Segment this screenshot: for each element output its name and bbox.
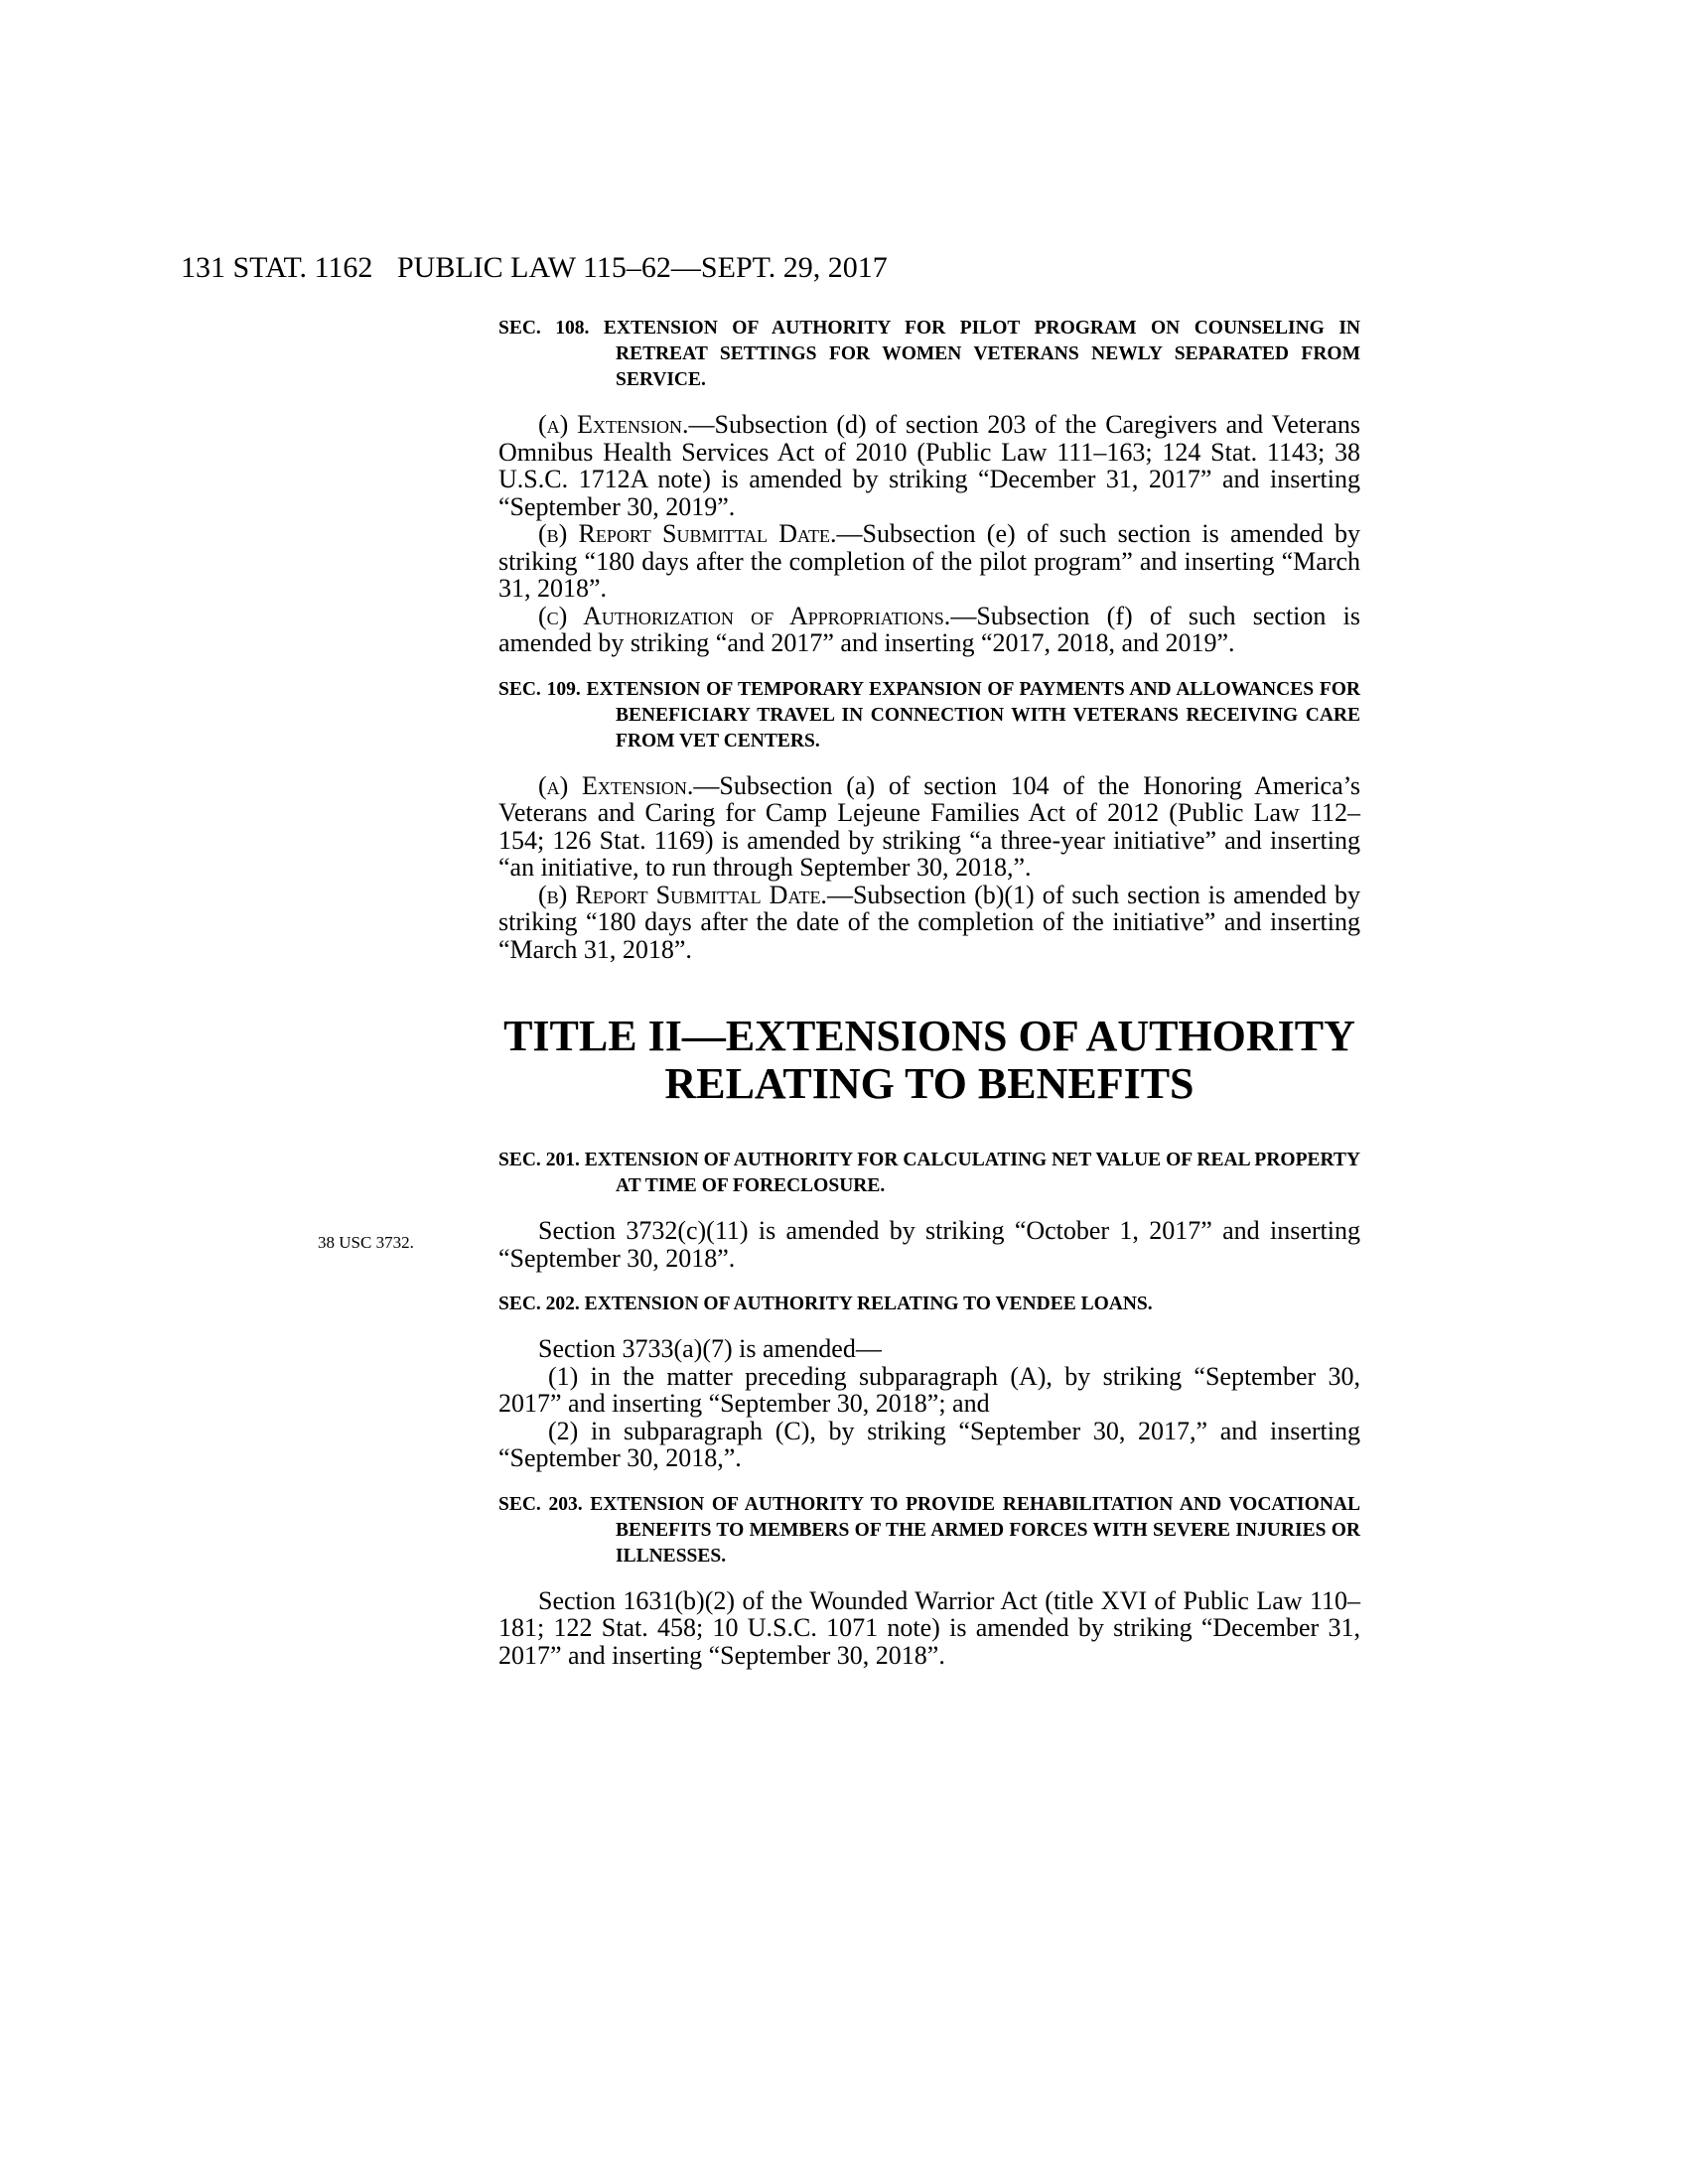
title-line-1: TITLE II—EXTENSIONS OF AUTHORITY — [503, 1012, 1355, 1060]
section-203-text: Section 1631(b)(2) of the Wounded Warrior Act (title XVI of Public Law 110–181; 122 Stat. 458; 10 U.S.C. 1071 note) is amended by striking “December 31, 2017” and inserting “September 30, 2018”. — [498, 1585, 1360, 1670]
section-202-item-2: (2) in subparagraph (C), by striking “September 30, 2017,” and inserting “September 30, 2018,”. — [498, 1416, 1360, 1472]
section-108-subsection-a — [498, 411, 1360, 520]
section-108-heading: SEC. 108. EXTENSION OF AUTHORITY FOR PILOT PROGRAM ON COUNSELING IN RETREAT SETTINGS FOR WOMEN VETERANS NEWLY SEPARATED FROM SERVICE. — [498, 318, 1360, 390]
subsection-text: —Subsection (a) of section 104 of the Honoring America’s Veterans and Caring for Camp Lejeune Families Act of 2012 (Public Law 112–154; 126 Stat. 1169) is amended by striking “a three-year initiative” and inserting “an initiative, to run through September 30, 2018,”. — [498, 770, 1360, 882]
margin-note-usc: 38 USC 3732. — [318, 1233, 414, 1252]
subsection-text: —Subsection (b)(1) of such section is amended by striking “180 days after the date of the completion of the initiative” and inserting “March 31, 2018”. — [498, 880, 1360, 964]
main-text-column — [498, 316, 1360, 1669]
subsection-label: (c) Authorization of Appropriations. — [538, 601, 951, 630]
section-202-item-1: (1) in the matter preceding subparagraph (A), by striking “September 30, 2017” and inserting “September 30, 2018”; and — [498, 1361, 1360, 1418]
title-line-2: RELATING TO BENEFITS — [664, 1059, 1195, 1108]
section-201-text: Section 3732(c)(11) is amended by striking “October 1, 2017” and inserting “September 30, 2018”. — [498, 1216, 1360, 1273]
title-ii-heading — [498, 1013, 1360, 1108]
statute-page-number: 131 STAT. 1162 — [181, 251, 373, 284]
subsection-label: (a) Extension. — [538, 770, 694, 800]
section-203-heading: SEC. 203. EXTENSION OF AUTHORITY TO PROVIDE REHABILITATION AND VOCATIONAL BENEFITS TO MEMBERS OF THE ARMED FORCES WITH SEVERE INJURIES OR ILLNESSES. — [498, 1493, 1360, 1567]
subsection-label: (b) Report Submittal Date. — [538, 880, 827, 909]
section-108-subsection-b — [498, 520, 1360, 603]
subsection-label: (a) Extension. — [538, 410, 689, 439]
section-109-subsection-b — [498, 882, 1360, 964]
section-202-lead: Section 3733(a)(7) is amended— — [538, 1334, 882, 1363]
section-201-heading: SEC. 201. EXTENSION OF AUTHORITY FOR CALCULATING NET VALUE OF REAL PROPERTY AT TIME OF FORECLOSURE. — [498, 1150, 1360, 1196]
section-109-subsection-a — [498, 772, 1360, 882]
subsection-text: —Subsection (e) of such section is amended by striking “180 days after the completion of the pilot program” and inserting “March 31, 2018”. — [498, 519, 1361, 603]
section-109-heading: SEC. 109. EXTENSION OF TEMPORARY EXPANSION OF PAYMENTS AND ALLOWANCES FOR BENEFICIARY TRAVEL IN CONNECTION WITH VETERANS RECEIVING CARE FROM VET CENTERS. — [498, 678, 1360, 751]
section-202-heading: SEC. 202. EXTENSION OF AUTHORITY RELATING TO VENDEE LOANS. — [498, 1294, 1153, 1314]
section-108-subsection-c — [498, 603, 1360, 657]
subsection-text: —Subsection (d) of section 203 of the Caregivers and Veterans Omnibus Health Services Act of 2010 (Public Law 111–163; 124 Stat. 1143; 38 U.S.C. 1712A note) is amended by striking “December 31, 2017” and inserting “September 30, 2019”. — [498, 410, 1360, 521]
public-law-citation: PUBLIC LAW 115–62—SEPT. 29, 2017 — [397, 251, 888, 284]
subsection-label: (b) Report Submittal Date. — [538, 519, 837, 548]
running-header — [0, 248, 1688, 288]
subsection-text: —Subsection (f) of such section is amended by striking “and 2017” and inserting “2017, 2018, and 2019”. — [498, 601, 1360, 657]
